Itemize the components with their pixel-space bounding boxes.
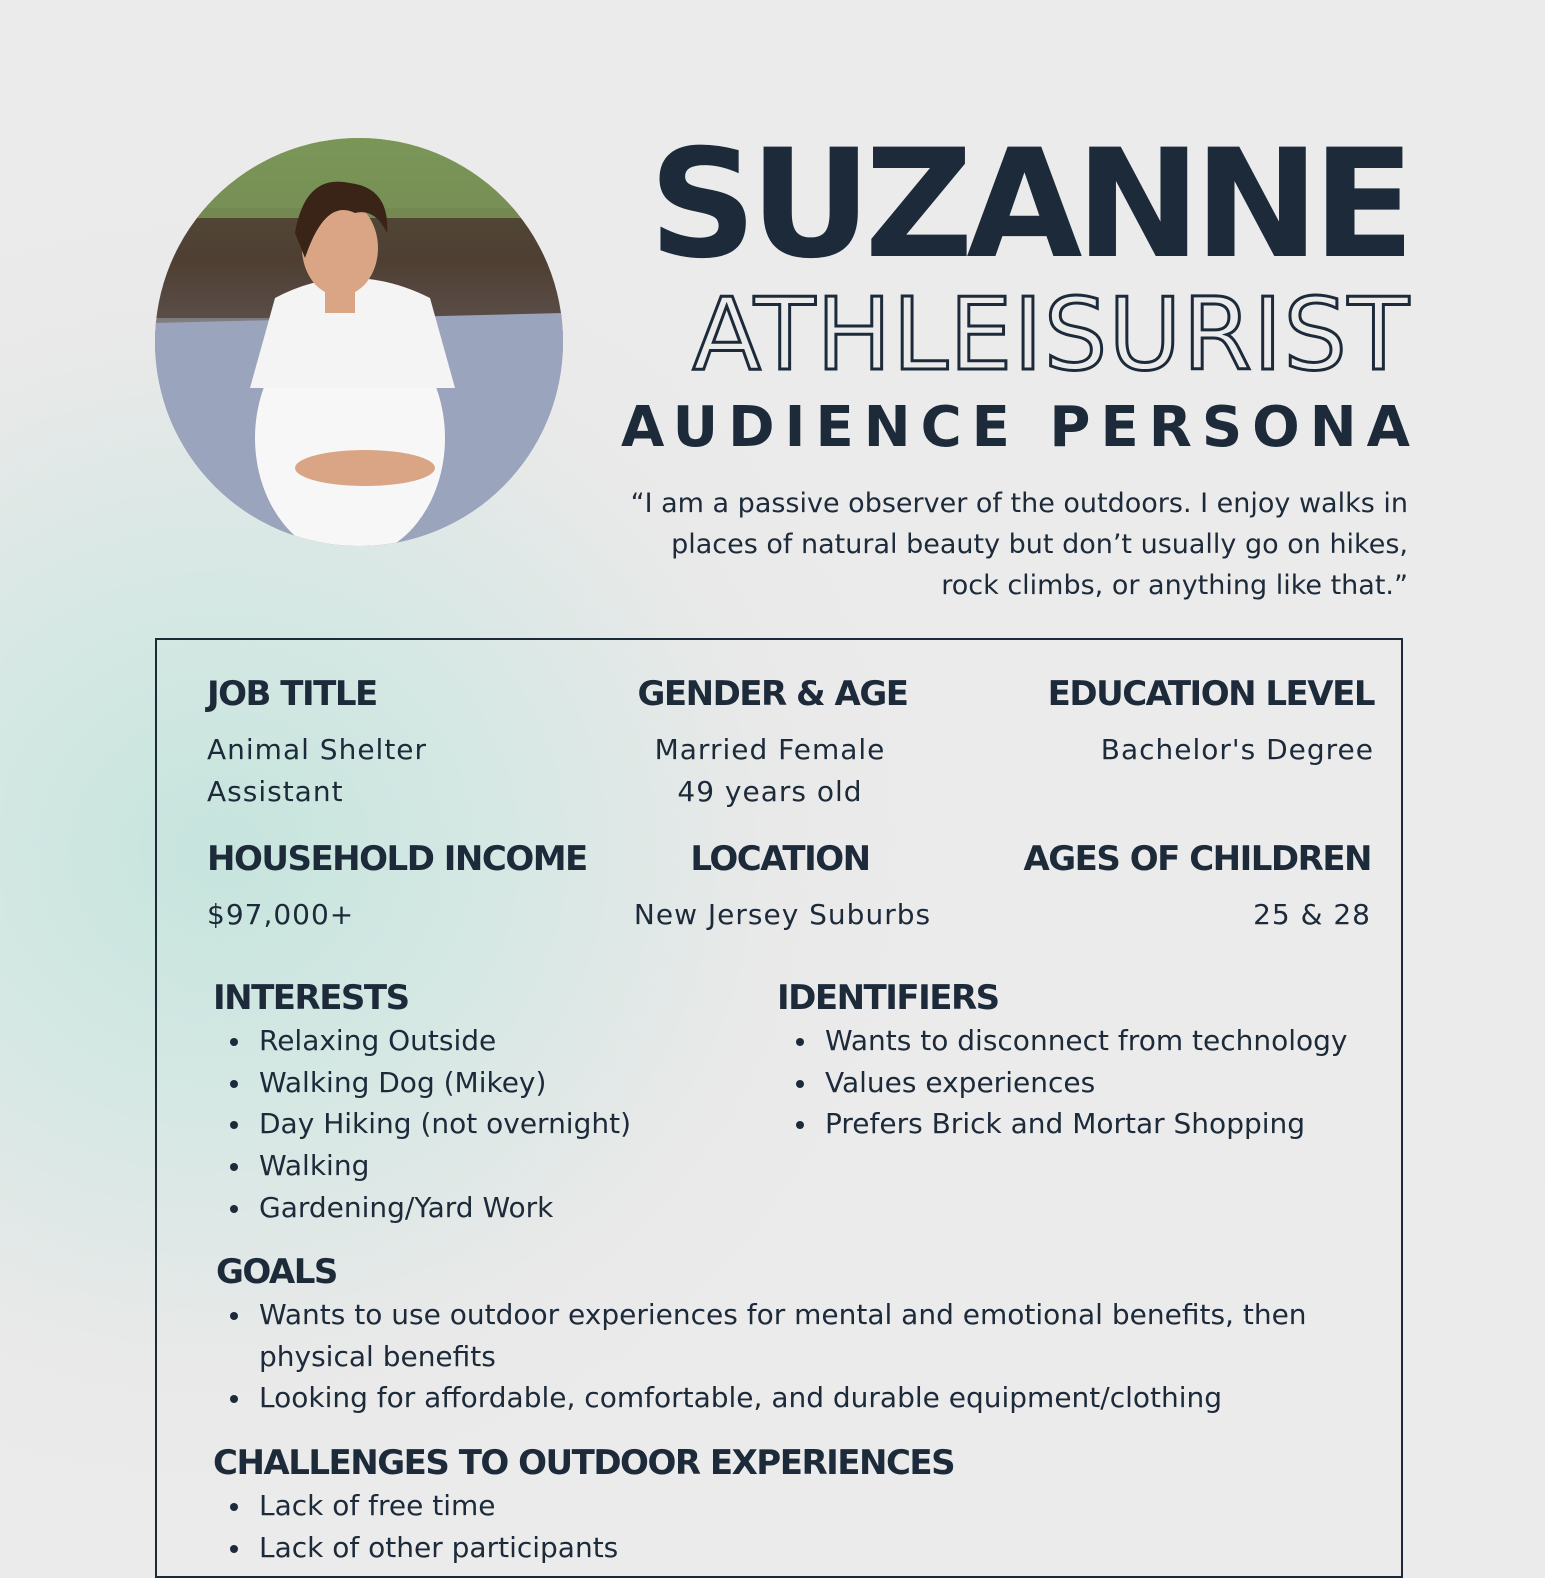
challenges-list [213, 1485, 1159, 1568]
list-item: Values experiences [825, 1062, 1425, 1104]
gender-age-value-line2: 49 years old [677, 775, 863, 808]
goals-title: GOALS [216, 1252, 337, 1292]
education-label: EDUCATION LEVEL [1047, 674, 1374, 714]
list-item: Walking Dog (Mikey) [259, 1062, 779, 1104]
education-value: Bachelor's Degree [1100, 733, 1374, 766]
children-value: 25 & 28 [1253, 898, 1371, 931]
job-title-value-line1: Animal Shelter [207, 733, 428, 766]
interests-title: INTERESTS [213, 978, 409, 1018]
list-item: Relaxing Outside [259, 1020, 779, 1062]
gender-age-value-line1: Married Female [654, 733, 886, 766]
persona-type: ATHLEISURIST [692, 276, 1410, 393]
persona-quote: “I am a passive observer of the outdoors. I enjoy walks in places of natural beauty but don’t usually go on hikes, rock climbs, or anything like that.” [630, 488, 1408, 601]
children-label: AGES OF CHILDREN [1023, 839, 1371, 879]
goals-list [213, 1294, 1409, 1419]
location-label: LOCATION [690, 839, 870, 879]
list-item: Walking [259, 1145, 779, 1187]
gender-age-label: GENDER & AGE [637, 674, 908, 714]
list-item: Wants to disconnect from technology [825, 1020, 1425, 1062]
list-item: Day Hiking (not overnight) [259, 1103, 779, 1145]
location-value: New Jersey Suburbs [633, 898, 932, 931]
list-item: Gardening/Yard Work [259, 1187, 779, 1229]
portrait-photo [155, 138, 563, 546]
income-value: $97,000+ [207, 898, 355, 931]
job-title-label: JOB TITLE [207, 674, 377, 714]
list-item: Prefers Brick and Mortar Shopping [825, 1103, 1425, 1145]
list-item: Lack of other participants [259, 1527, 1159, 1569]
persona-photo [155, 138, 563, 546]
identifiers-title: IDENTIFIERS [777, 978, 999, 1018]
income-label: HOUSEHOLD INCOME [207, 839, 587, 879]
interests-list [213, 1020, 779, 1229]
job-title-value-line2: Assistant [207, 775, 344, 808]
list-item: Lack of free time [259, 1485, 1159, 1527]
persona-name: SUZANNE [648, 118, 1408, 292]
challenges-title: CHALLENGES TO OUTDOOR EXPERIENCES [213, 1443, 955, 1483]
persona-heading: AUDIENCE PERSONA [621, 395, 1420, 460]
list-item: Wants to use outdoor experiences for mental and emotional benefits, then physical benefits [259, 1294, 1409, 1377]
identifiers-list [779, 1020, 1425, 1145]
list-item: Looking for affordable, comfortable, and durable equipment/clothing [259, 1377, 1409, 1419]
